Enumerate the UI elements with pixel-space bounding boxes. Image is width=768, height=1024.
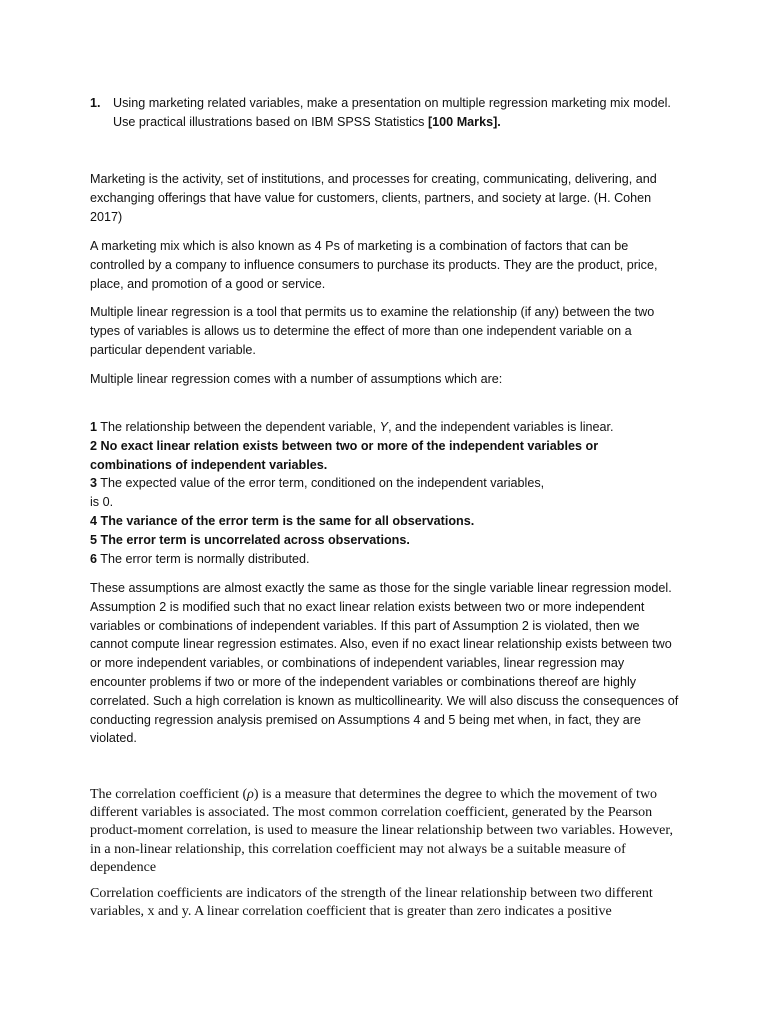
assumption-2-text: No exact linear relation exists between two or more of the independent variables or combinations of independent variables.	[90, 438, 599, 472]
paragraph-multiple-regression: Multiple linear regression is a tool that permits us to examine the relationship (if any) between the two types of variables is allows us to determine the effect of more than one independent variable on a particular dependent variable.	[90, 305, 655, 357]
paragraph-correlation-strength: Correlation coefficients are indicators of the strength of the linear relationship between two different variables, x and y. A linear correlation coefficient that is greater than zero indicates a positive	[90, 886, 653, 920]
assumption-1-text-end: , and the independent variables is linear.	[388, 420, 614, 434]
question-text	[113, 94, 690, 132]
assumption-1-number: 1	[90, 420, 98, 434]
assumption-5-number: 5	[90, 532, 98, 547]
paragraph-correlation-coefficient	[90, 786, 680, 877]
assumption-4	[90, 512, 680, 531]
question-marks: [100 Marks].	[427, 114, 501, 129]
assumptions-list	[90, 418, 680, 568]
assumption-6	[90, 550, 680, 569]
assumption-6-number: 6	[90, 551, 98, 566]
correlation-text-end: ) is a measure that determines the degree to which the movement of two different variables is associated. The most common correlation coefficient, generated by the Pearson product-moment correlation, is used to measure the linear relationship between two variables. However, in a non-linear relationship, this correlation coefficient may not always be a suitable measure of dependence	[90, 787, 673, 875]
assumption-2	[90, 437, 680, 475]
assumption-6-text: The error term is normally distributed.	[97, 551, 310, 566]
assumption-3	[90, 474, 680, 493]
assumption-1-variable: Y	[379, 420, 389, 434]
assumption-3-text: The expected value of the error term, conditioned on the independent variables,	[97, 476, 545, 491]
correlation-text-start: The correlation coefficient (	[90, 787, 248, 802]
question-body: Using marketing related variables, make a presentation on multiple regression marketing mix model. Use practical illustrations based on IBM SPSS Statistics	[113, 96, 671, 129]
paragraph-assumptions-intro: Multiple linear regression comes with a number of assumptions which are:	[90, 372, 503, 386]
assumption-2-number: 2	[90, 438, 98, 453]
assumption-4-text: The variance of the error term is the same for all observations.	[97, 513, 475, 528]
rho-symbol: ρ	[247, 787, 254, 802]
assumption-5	[90, 531, 680, 550]
assumption-5-text: The error term is uncorrelated across observations.	[97, 532, 410, 547]
paragraph-marketing-definition: Marketing is the activity, set of institutions, and processes for creating, communicating, delivering, and exchanging offerings that have value for customers, clients, partners, and society at large. (H. Cohen 2017)	[90, 172, 657, 224]
assumption-4-number: 4	[90, 513, 98, 528]
assumption-1	[90, 418, 680, 437]
assumption-3-continuation: is 0.	[90, 495, 114, 510]
question-item	[90, 94, 690, 132]
paragraph-marketing-mix: A marketing mix which is also known as 4 Ps of marketing is a combination of factors that can be controlled by a company to influence consumers to purchase its products. They are the product, price, place, and promotion of a good or service.	[90, 239, 658, 291]
paragraph-assumption-discussion: These assumptions are almost exactly the same as those for the single variable linear regression model. Assumption 2 is modified such that no exact linear relation exists between two or more independent variables or combinations of independent variables. If this part of Assumption 2 is violated, then we cannot compute linear regression estimates. Also, even if no exact linear relationship exists between two or more independent variables, or combinations of independent variables, linear regression may encounter problems if two or more of the independent variables or combinations thereof are highly correlated. Such a high correlation is known as multicollinearity. We will also discuss the consequences of conducting regression analysis premised on Assumptions 4 and 5 being met when, in fact, they are violated.	[90, 581, 679, 746]
assumption-1-text: The relationship between the dependent variable,	[97, 420, 380, 434]
assumption-3-number: 3	[90, 476, 98, 491]
question-number: 1.	[90, 96, 101, 110]
